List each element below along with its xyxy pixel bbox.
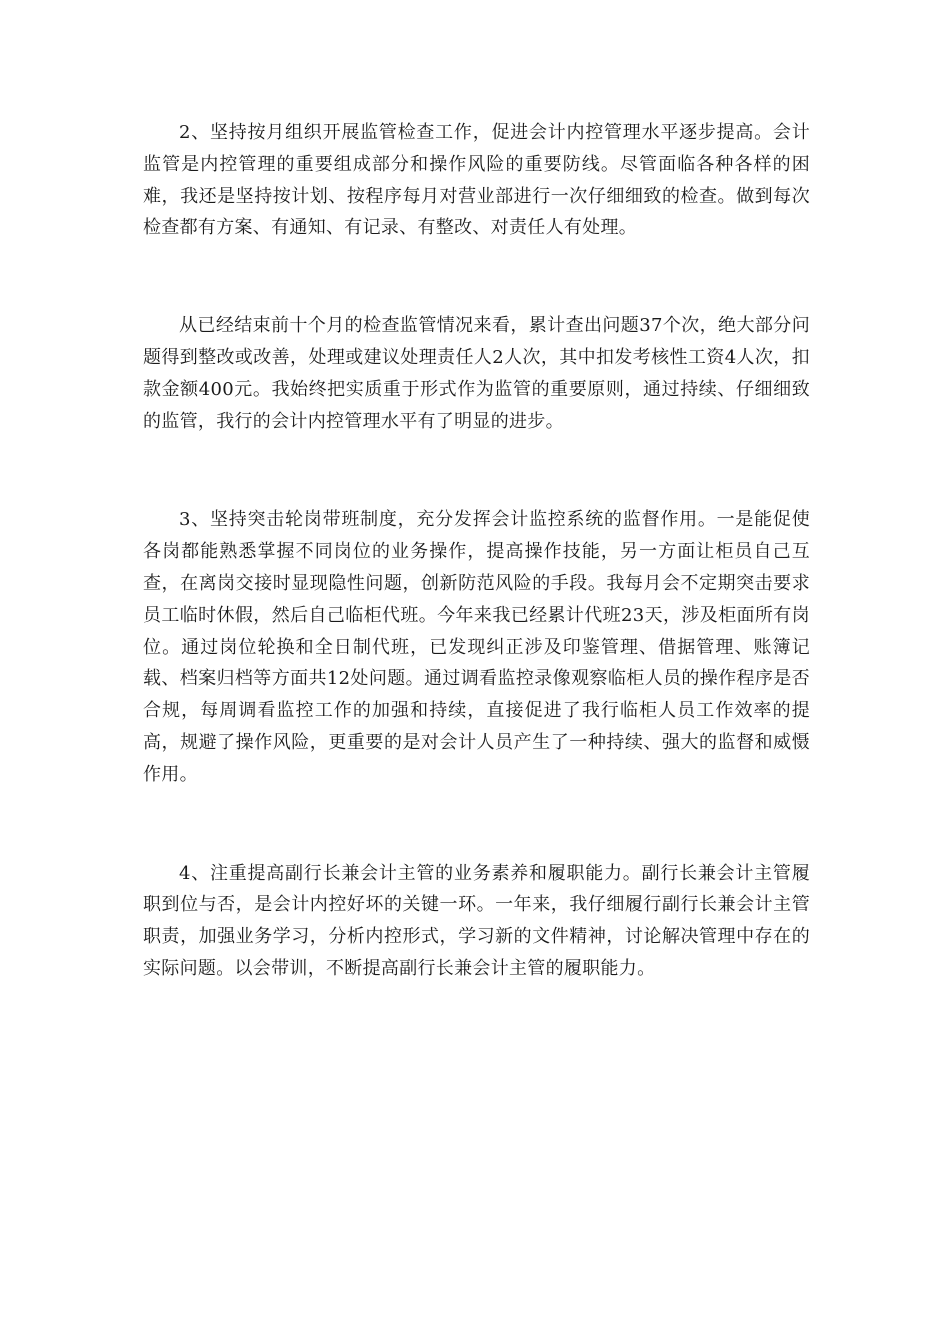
paragraph-inspection-results: 从已经结束前十个月的检查监管情况来看，累计查出问题37个次，绝大部分问题得到整改或改善，处理或建议处理责任人2人次，其中扣发考核性工资4人次，扣款金额400元。我始终把实质重于形式作为监管的重要原则，通过持续、仔细细致的监管，我行的会计内控管理水平有了明显的进步。 [143, 315, 810, 432]
paragraph-supervisor-ability: 4、注重提高副行长兼会计主管的业务素养和履职能力。副行长兼会计主管履职到位与否，是会计内控好坏的关键一环。一年来，我仔细履行副行长兼会计主管职责，加强业务学习，分析内控形式，学习新的文件精神，讨论解决管理中存在的实际问题。以会带训，不断提高副行长兼会计主管的履职能力。 [143, 862, 810, 979]
paragraph-rotation-system: 3、坚持突击轮岗带班制度，充分发挥会计监控系统的监督作用。一是能促使各岗都能熟悉掌握不同岗位的业务操作，提高操作技能，另一方面让柜员自己互查，在离岗交接时显现隐性问题，创新防范风险的手段。我每月会不定期突击要求员工临时休假，然后自己临柜代班。今年来我已经累计代班23天，涉及柜面所有岗位。通过岗位轮换和全日制代班，已发现纠正涉及印鉴管理、借据管理、账簿记载、档案归档等方面共12处问题。通过调看监控录像观察临柜人员的操作程序是否合规，每周调看监控工作的加强和持续，直接促进了我行临柜人员工作效率的提高，规避了操作风险，更重要的是对会计人员产生了一种持续、强大的监督和威慑作用。 [143, 509, 810, 785]
document-body [143, 117, 810, 985]
paragraph-monthly-inspection: 2、坚持按月组织开展监管检查工作，促进会计内控管理水平逐步提高。会计监管是内控管理的重要组成部分和操作风险的重要防线。尽管面临各种各样的困难，我还是坚持按计划、按程序每月对营业部进行一次仔细细致的检查。做到每次检查都有方案、有通知、有记录、有整改、对责任人有处理。 [143, 122, 810, 239]
